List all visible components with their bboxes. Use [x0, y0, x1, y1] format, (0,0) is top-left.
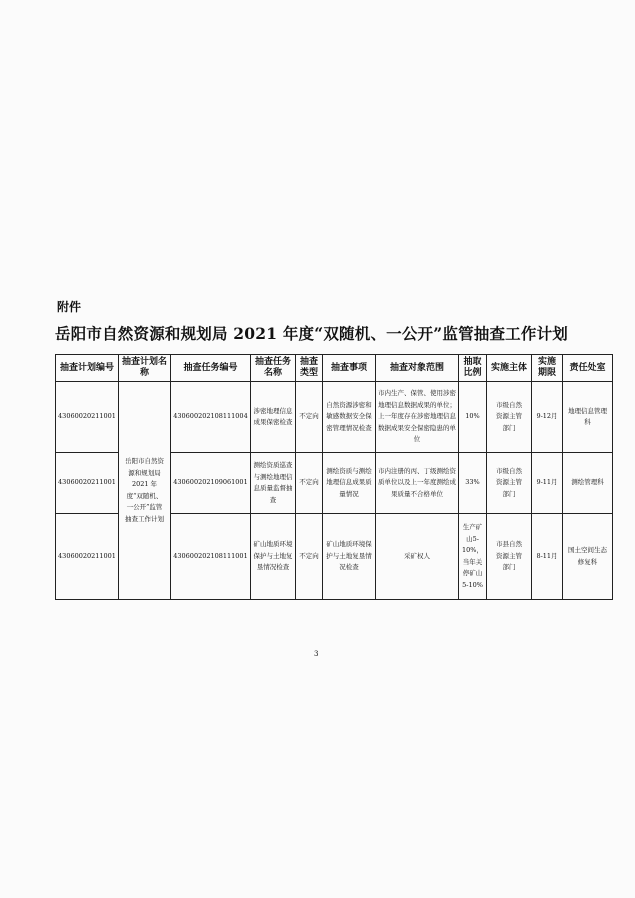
period-cell: 9-11月 — [532, 453, 563, 514]
office-cell: 地理信息管理科 — [563, 382, 613, 453]
plan-id-cell: 43060020211001 — [56, 514, 119, 600]
header-cell: 抽查计划名称 — [119, 355, 171, 382]
header-cell: 抽查计划编号 — [56, 355, 119, 382]
period-cell: 8-11月 — [532, 514, 563, 600]
table-header-row — [56, 355, 613, 382]
task-name-cell: 测绘资质巡查与测绘地理信息质量监督抽查 — [251, 453, 296, 514]
scope-cell: 市内生产、保管、使用涉密地理信息数据成果的单位；上一年度存在涉密地理信息数据成果安全保密隐患的单位 — [376, 382, 459, 453]
header-cell: 抽查任务编号 — [171, 355, 251, 382]
ratio-cell: 33% — [459, 453, 487, 514]
task-name-cell: 涉密地理信息成果保密检查 — [251, 382, 296, 453]
task-id-cell: 430600202109061001 — [171, 453, 251, 514]
header-cell: 实施期限 — [532, 355, 563, 382]
header-cell: 责任处室 — [563, 355, 613, 382]
header-cell: 实施主体 — [487, 355, 532, 382]
document-title: 岳阳市自然资源和规划局 2021 年度“双随机、一公开”监管抽查工作计划 — [55, 324, 568, 343]
page-number: 3 — [314, 650, 319, 658]
type-cell: 不定向 — [296, 382, 323, 453]
header-cell: 抽取比例 — [459, 355, 487, 382]
office-cell: 国土空间生态修复科 — [563, 514, 613, 600]
type-cell: 不定向 — [296, 453, 323, 514]
header-cell: 抽查事项 — [323, 355, 376, 382]
scope-cell: 市内注册的丙、丁级测绘资质单位以及上一年度测绘成果质量不合格单位 — [376, 453, 459, 514]
plan-table — [55, 354, 613, 600]
task-id-cell: 430600202108111004 — [171, 382, 251, 453]
item-cell: 测绘资质与测绘地理信息成果质量情况 — [323, 453, 376, 514]
plan-name-cell: 岳阳市自然资源和规划局2021 年度“双随机、一公开”监管抽查工作计划 — [119, 382, 171, 600]
ratio-cell: 10% — [459, 382, 487, 453]
task-name-cell: 矿山地质环境保护与土地复垦情况检查 — [251, 514, 296, 600]
type-cell: 不定向 — [296, 514, 323, 600]
table-row — [56, 382, 613, 453]
subject-cell: 市县自然资源主管部门 — [487, 514, 532, 600]
attachment-label: 附件 — [57, 300, 82, 314]
task-id-cell: 430600202108111001 — [171, 514, 251, 600]
header-cell: 抽查任务名称 — [251, 355, 296, 382]
item-cell: 自然资源涉密和敏感数据安全保密管理情况检查 — [323, 382, 376, 453]
header-cell: 抽查类型 — [296, 355, 323, 382]
scope-cell: 采矿权人 — [376, 514, 459, 600]
office-cell: 测绘管理科 — [563, 453, 613, 514]
period-cell: 9-12月 — [532, 382, 563, 453]
item-cell: 矿山地质环境保护与土地复垦情况检查 — [323, 514, 376, 600]
plan-id-cell: 43060020211001 — [56, 382, 119, 453]
subject-cell: 市级自然资源主管部门 — [487, 453, 532, 514]
plan-id-cell: 43060020211001 — [56, 453, 119, 514]
header-cell: 抽查对象范围 — [376, 355, 459, 382]
ratio-cell: 生产矿山5-10%，当年关停矿山5-10% — [459, 514, 487, 600]
subject-cell: 市级自然资源主管部门 — [487, 382, 532, 453]
